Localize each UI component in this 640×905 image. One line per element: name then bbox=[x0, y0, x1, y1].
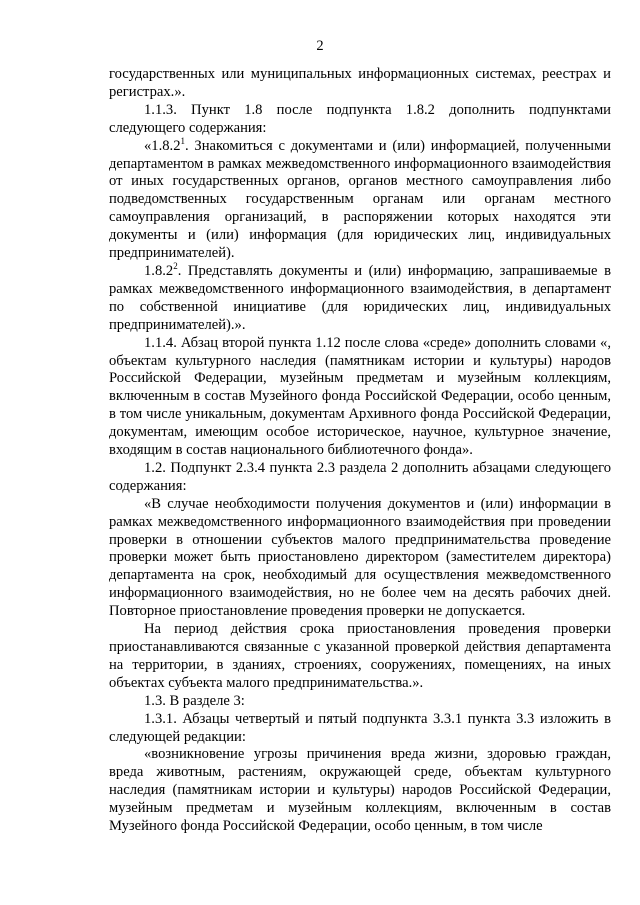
paragraph: «возникновение угрозы причинения вреда жизни, здоровью граждан, вреда животным, растениям, окружающей среде, объектам культурного наследия (памятникам истории и культуры) народов Российской Федерации, музейным предметам и музейным коллекциям, включенным в состав Музейного фонда Российской Федерации, особо ценным, в том числе bbox=[109, 746, 611, 835]
page-number: 2 bbox=[316, 38, 324, 54]
document-body bbox=[109, 66, 611, 836]
paragraph: «В случае необходимости получения документов и (или) информации в рамках межведомственного информационного взаимодействия при проведении проверки в отношении субъектов малого предпринимательства проведение проверки может быть приостановлено директором (заместителем директора) департамента на срок, необходимый для осуществления межведомственного информационного взаимодействия, но не более чем на десять рабочих дней. Повторное приостановление проведения проверки не допускается. bbox=[109, 495, 611, 620]
paragraph: 1.3. В разделе 3: bbox=[144, 692, 245, 709]
paragraph: 1.1.3. Пункт 1.8 после подпункта 1.8.2 дополнить подпунктами следующего содержания: bbox=[109, 101, 611, 136]
paragraph-text: . Представлять документы и (или) информацию, запрашиваемые в рамках межведомственного информационного взаимодействия, в департамент по собственной инициативе (для юридических лиц, индивидуальных предпринимателей).». bbox=[109, 262, 611, 333]
paragraph: 1.2. Подпункт 2.3.4 пункта 2.3 раздела 2 дополнить абзацами следующего содержания: bbox=[109, 459, 611, 494]
subclause-number: 1.8.2 bbox=[144, 262, 174, 279]
superscript: 2 bbox=[173, 260, 178, 271]
superscript: 1 bbox=[180, 135, 185, 146]
paragraph: 1.3.1. Абзацы четвертый и пятый подпункта 3.3.1 пункта 3.3 изложить в следующей редакции: bbox=[109, 710, 611, 745]
paragraph-text: . Знакомиться с документами и (или) информацией, полученными департаментом в рамках межведомственного информационного взаимодействия от иных государственных органов, органов местного самоуправления либо подведомственных государственным органам или органам местного самоуправления организаций, в распоряжении которых находятся эти документы и (или) информация (для юридических лиц, индивидуальных предпринимателей). bbox=[109, 137, 611, 262]
paragraph: На период действия срока приостановления проведения проверки приостанавливаются связанные с указанной проверкой действия департамента на территории, в зданиях, строениях, сооружениях, помещениях, на иных объектах субъекта малого предпринимательства.». bbox=[109, 621, 611, 691]
paragraph: 1.1.4. Абзац второй пункта 1.12 после слова «среде» дополнить словами «, объектам культурного наследия (памятникам истории и культуры) народов Российской Федерации, музейным предметам и музейным коллекциям, включенным в состав Музейного фонда Российской Федерации, особо ценным, в том числе уникальным, документам Архивного фонда Российской Федерации, документам, имеющим особое историческое, научное, культурное значение, входящим в состав национального библиотечного фонда». bbox=[109, 334, 611, 459]
paragraph: государственных или муниципальных информационных системах, реестрах и регистрах.». bbox=[109, 66, 611, 100]
paragraph-1-8-2-1 bbox=[109, 135, 611, 263]
paragraph-1-8-2-2 bbox=[109, 260, 611, 335]
subclause-number: «1.8.2 bbox=[144, 137, 181, 154]
